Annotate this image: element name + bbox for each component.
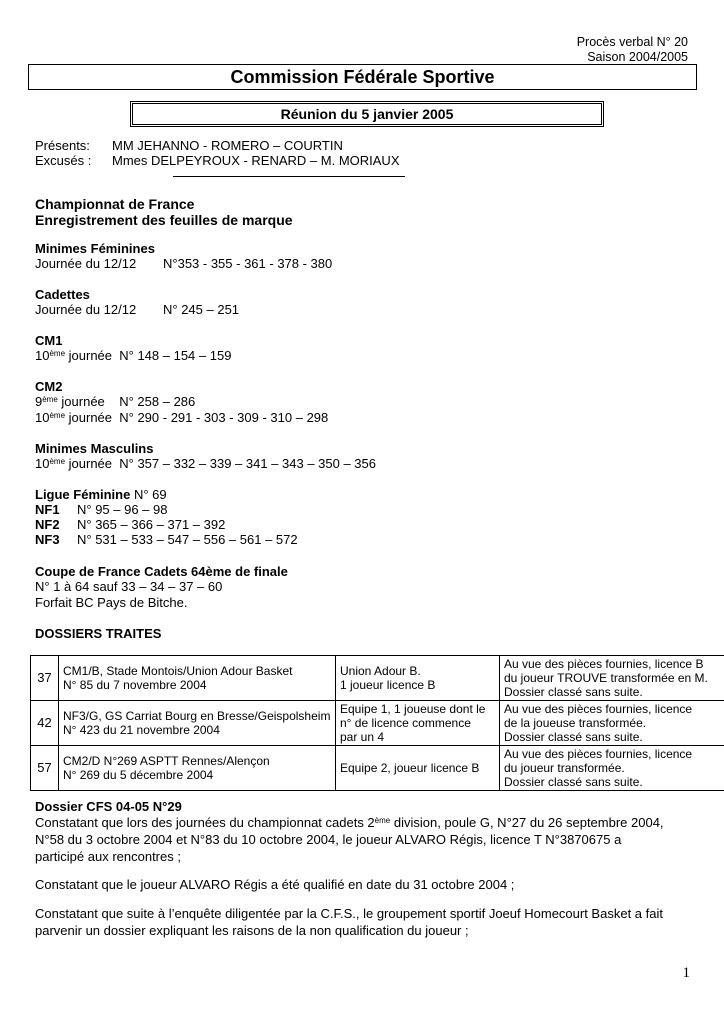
excused-line [35, 153, 400, 169]
dossier-match [59, 701, 336, 746]
dossier-decision [500, 746, 724, 791]
dossier-team [336, 656, 500, 701]
dossier-number: 42 [31, 701, 59, 746]
minimes-masc-title: Minimes Masculins [35, 441, 154, 456]
cm1-numbers: N° 148 – 154 – 159 [119, 348, 232, 363]
minimes-masc-day: journée [65, 456, 113, 471]
cm2-line1 [35, 394, 195, 410]
dossier-decision-line: Au vue des pièces fournies, licence [504, 747, 693, 761]
dossiers-title: DOSSIERS TRAITES [35, 626, 162, 641]
dossier-decision-line: Dossier classé sans suite. [504, 775, 643, 789]
dossier-team-line: Union Adour B. [340, 664, 421, 678]
minimes-fem-numbers: N°353 - 355 - 361 - 378 - 380 [163, 256, 333, 271]
cadettes-line [35, 302, 239, 318]
cadettes-numbers: N° 245 – 251 [163, 302, 240, 317]
dossier-match-line: CM2/D N°269 ASPTT Rennes/Alençon [63, 754, 270, 768]
dossier-team-line: par un 4 [340, 730, 385, 744]
cm2-r1-sup: ème [42, 395, 58, 404]
dossier-team-line: Equipe 2, joueur licence B [340, 761, 480, 775]
cadettes-day: Journée du 12/12 [35, 302, 137, 317]
dossier-decision [500, 656, 724, 701]
dossier-match-line: N° 423 du 21 novembre 2004 [63, 723, 220, 737]
excused-label: Excusés : [35, 153, 92, 168]
cm1-title: CM1 [35, 333, 63, 348]
nf1-line [35, 502, 168, 518]
nf2-label: NF2 [35, 517, 60, 532]
cfs-p1-a: Constatant que lors des journées du championnat cadets 2 [35, 815, 375, 830]
minimes-masc-numbers: N° 357 – 332 – 339 – 341 – 343 – 350 – 356 [119, 456, 376, 471]
cm2-r1-ord: 9 [35, 394, 43, 409]
excused-names: Mmes DELPEYROUX - RENARD – M. MORIAUX [112, 153, 400, 168]
dossier-decision-line: du joueur transformée. [504, 761, 625, 775]
cfs-paragraph-2: Constatant que le joueur ALVARO Régis a été qualifié en date du 31 octobre 2004 ; [35, 877, 515, 892]
cm2-r1-numbers: N° 258 – 286 [119, 394, 196, 409]
dossiers-table [30, 655, 724, 791]
separator-line [173, 176, 405, 177]
cm2-r2-day: journée [65, 410, 113, 425]
cfs-paragraph-3 [35, 905, 695, 939]
dossier-decision [500, 701, 724, 746]
table-row [31, 746, 724, 791]
table-row [31, 701, 724, 746]
nf1-label: NF1 [35, 502, 60, 517]
document-title: Commission Fédérale Sportive [28, 64, 697, 90]
dossier-match-line: CM1/B, Stade Montois/Union Adour Basket [63, 664, 293, 678]
dossier-team [336, 701, 500, 746]
present-label: Présents: [35, 138, 90, 153]
dossier-match [59, 746, 336, 791]
coupe-line2: Forfait BC Pays de Bitche. [35, 595, 188, 610]
minimes-masc-ord: 10 [35, 456, 50, 471]
dossier-team-line: 1 joueur licence B [340, 678, 436, 692]
minimes-fem-day: Journée du 12/12 [35, 256, 137, 271]
championship-title: Championnat de France [35, 196, 195, 212]
nf3-numbers: N° 531 – 533 – 547 – 556 – 561 – 572 [77, 532, 298, 547]
dossier-match [59, 656, 336, 701]
season: Saison 2004/2005 [587, 50, 688, 64]
dossier-decision-line: Au vue des pièces fournies, licence B [504, 657, 704, 671]
cm2-title: CM2 [35, 379, 63, 394]
dossier-match-line: NF3/G, GS Carriat Bourg en Bresse/Geispolsheim [63, 709, 331, 723]
ligue-line [35, 487, 167, 503]
cfs-p1-line1 [35, 814, 695, 831]
nf3-line [35, 532, 298, 548]
dossier-decision-line: Au vue des pièces fournies, licence [504, 702, 693, 716]
present-names: MM JEHANNO - ROMERO – COURTIN [112, 138, 343, 153]
cm2-r2-sup: ème [49, 411, 66, 420]
table-row [31, 656, 724, 701]
cfs-title: Dossier CFS 04-05 N°29 [35, 799, 182, 814]
meeting-date: Réunion du 5 janvier 2005 [130, 101, 604, 127]
dossier-number: 37 [31, 656, 59, 701]
dossier-decision-line: du joueur TROUVE transformée en M. [504, 671, 708, 685]
cfs-p3-line1: Constatant que suite à l’enquête diligentée par la C.F.S., le groupement sportif Joeuf Homecourt Basket a fait [35, 906, 663, 921]
minimes-masc-line [35, 456, 376, 472]
minimes-masc-sup: ème [49, 457, 66, 466]
dossier-decision-line: Dossier classé sans suite. [504, 730, 643, 744]
cadettes-title: Cadettes [35, 287, 90, 302]
cfs-paragraph-1 [35, 814, 695, 865]
dossier-team-line: Equipe 1, 1 joueuse dont le [340, 702, 486, 716]
dossier-decision-line: de la joueuse transformée. [504, 716, 647, 730]
championship-subtitle: Enregistrement des feuilles de marque [35, 212, 293, 228]
ligue-numbers: N° 69 [130, 487, 167, 502]
cm2-r2-numbers: N° 290 - 291 - 303 - 309 - 310 – 298 [119, 410, 329, 425]
nf3-label: NF3 [35, 532, 60, 547]
minimes-fem-line [35, 256, 332, 272]
cfs-p3-line2: parvenir un dossier expliquant les raisons de la non qualification du joueur ; [35, 923, 469, 938]
cm1-line [35, 348, 231, 364]
page-number: 1 [682, 965, 690, 981]
pv-number: Procès verbal N° 20 [576, 35, 688, 49]
present-line [35, 138, 343, 154]
dossier-number: 57 [31, 746, 59, 791]
dossier-match-line: N° 269 du 5 décembre 2004 [63, 768, 214, 782]
cfs-p1-b: division, poule G, N°27 du 26 septembre 2004, [390, 815, 664, 830]
cfs-p1-sup: ème [374, 816, 391, 825]
coupe-title: Coupe de France Cadets 64ème de finale [35, 564, 288, 579]
coupe-line1: N° 1 à 64 sauf 33 – 34 – 37 – 60 [35, 579, 223, 594]
cm1-ord: 10 [35, 348, 50, 363]
ligue-title: Ligue Féminine [35, 487, 131, 502]
cm1-day: journée [65, 348, 113, 363]
cfs-p1-line2: N°58 du 3 octobre 2004 et N°83 du 10 octobre 2004, le joueur ALVARO Régis, licence T N°3870675 a [35, 832, 622, 847]
nf1-numbers: N° 95 – 96 – 98 [77, 502, 168, 517]
dossier-team-line: n° de licence commence [340, 716, 471, 730]
nf2-numbers: N° 365 – 366 – 371 – 392 [77, 517, 226, 532]
dossier-decision-line: Dossier classé sans suite. [504, 685, 643, 699]
cm2-r2-ord: 10 [35, 410, 50, 425]
dossier-team [336, 746, 500, 791]
cm2-r1-day: journée [57, 394, 105, 409]
cfs-p1-line3: participé aux rencontres ; [35, 849, 181, 864]
dossier-match-line: N° 85 du 7 novembre 2004 [63, 678, 207, 692]
nf2-line [35, 517, 225, 533]
cm2-line2 [35, 410, 328, 426]
cm1-sup: ème [49, 349, 66, 358]
minimes-fem-title: Minimes Féminines [35, 241, 155, 256]
